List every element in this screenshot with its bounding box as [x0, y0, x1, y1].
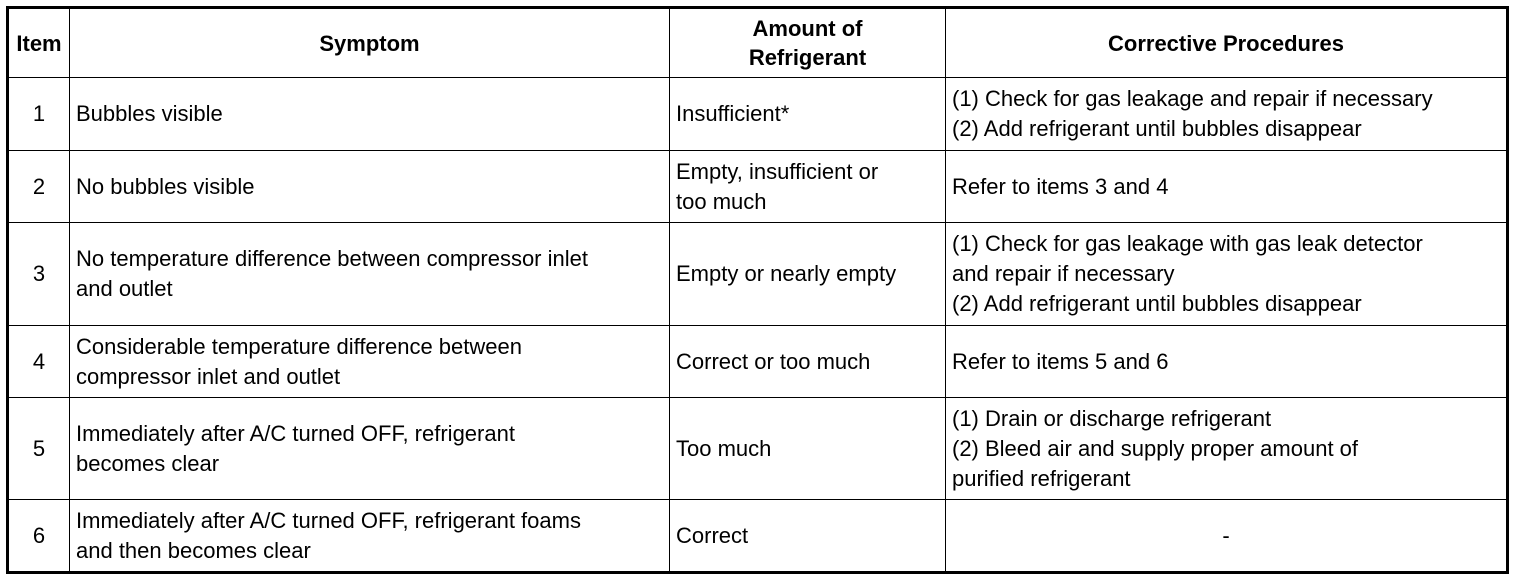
amount-line: Correct	[676, 522, 749, 548]
header-amount	[670, 8, 946, 78]
amount-cell	[670, 398, 946, 500]
table-row	[8, 500, 1508, 573]
item-number: 3	[8, 223, 70, 326]
item-number: 6	[8, 500, 70, 573]
procedure-line: (2) Bleed air and supply proper amount of	[952, 435, 1359, 461]
symptom-cell	[70, 151, 670, 223]
procedures-cell	[946, 326, 1508, 398]
procedure-line: -	[1222, 522, 1230, 548]
procedures-cell	[946, 500, 1508, 573]
item-number: 5	[8, 398, 70, 500]
refrigerant-diagnosis-table	[6, 6, 1509, 574]
symptom-line: No bubbles visible	[76, 173, 255, 199]
header-amount-line-1: Amount of	[752, 16, 863, 41]
symptom-cell	[70, 326, 670, 398]
amount-cell	[670, 223, 946, 326]
symptom-line: and outlet	[76, 276, 173, 301]
symptom-cell	[70, 78, 670, 151]
symptom-line: Immediately after A/C turned OFF, refrigerant foams	[76, 507, 581, 533]
symptom-line: compressor inlet and outlet	[76, 363, 341, 389]
procedures-cell	[946, 151, 1508, 223]
amount-line: Correct or too much	[676, 348, 871, 374]
amount-line: Insufficient*	[676, 101, 790, 126]
procedures-cell	[946, 78, 1508, 151]
procedure-line: Refer to items 5 and 6	[952, 348, 1169, 374]
procedure-line: (1) Check for gas leakage and repair if necessary	[952, 86, 1433, 111]
amount-line: Too much	[676, 435, 772, 461]
symptom-cell	[70, 398, 670, 500]
table-row	[8, 326, 1508, 398]
procedure-line: Refer to items 3 and 4	[952, 173, 1169, 199]
procedure-line: and repair if necessary	[952, 261, 1175, 286]
procedures-cell	[946, 398, 1508, 500]
header-procedures: Corrective Procedures	[946, 8, 1508, 78]
symptom-line: Bubbles visible	[76, 101, 223, 126]
amount-cell	[670, 500, 946, 573]
header-item: Item	[8, 8, 70, 78]
procedure-line: (1) Drain or discharge refrigerant	[952, 405, 1272, 431]
table-row	[8, 398, 1508, 500]
table-row	[8, 151, 1508, 223]
amount-cell	[670, 326, 946, 398]
symptom-cell	[70, 500, 670, 573]
procedure-line: (2) Add refrigerant until bubbles disappear	[952, 116, 1362, 141]
symptom-line: and then becomes clear	[76, 537, 311, 563]
symptom-line: Considerable temperature difference between	[76, 333, 522, 359]
procedure-line: purified refrigerant	[952, 465, 1131, 491]
amount-line: Empty or nearly empty	[676, 261, 897, 286]
table-row	[8, 78, 1508, 151]
amount-cell	[670, 78, 946, 151]
header-symptom: Symptom	[70, 8, 670, 78]
amount-line: too much	[676, 188, 767, 214]
symptom-line: No temperature difference between compressor inlet	[76, 246, 588, 271]
symptom-line: becomes clear	[76, 450, 220, 476]
procedures-cell	[946, 223, 1508, 326]
amount-cell	[670, 151, 946, 223]
procedure-line: (2) Add refrigerant until bubbles disappear	[952, 291, 1362, 316]
item-number: 4	[8, 326, 70, 398]
table-row	[8, 223, 1508, 326]
header-row	[8, 8, 1508, 78]
symptom-cell	[70, 223, 670, 326]
amount-line: Empty, insufficient or	[676, 158, 879, 184]
item-number: 2	[8, 151, 70, 223]
item-number: 1	[8, 78, 70, 151]
header-amount-line-2: Refrigerant	[748, 45, 867, 70]
symptom-line: Immediately after A/C turned OFF, refrigerant	[76, 420, 515, 446]
procedure-line: (1) Check for gas leakage with gas leak detector	[952, 231, 1423, 256]
